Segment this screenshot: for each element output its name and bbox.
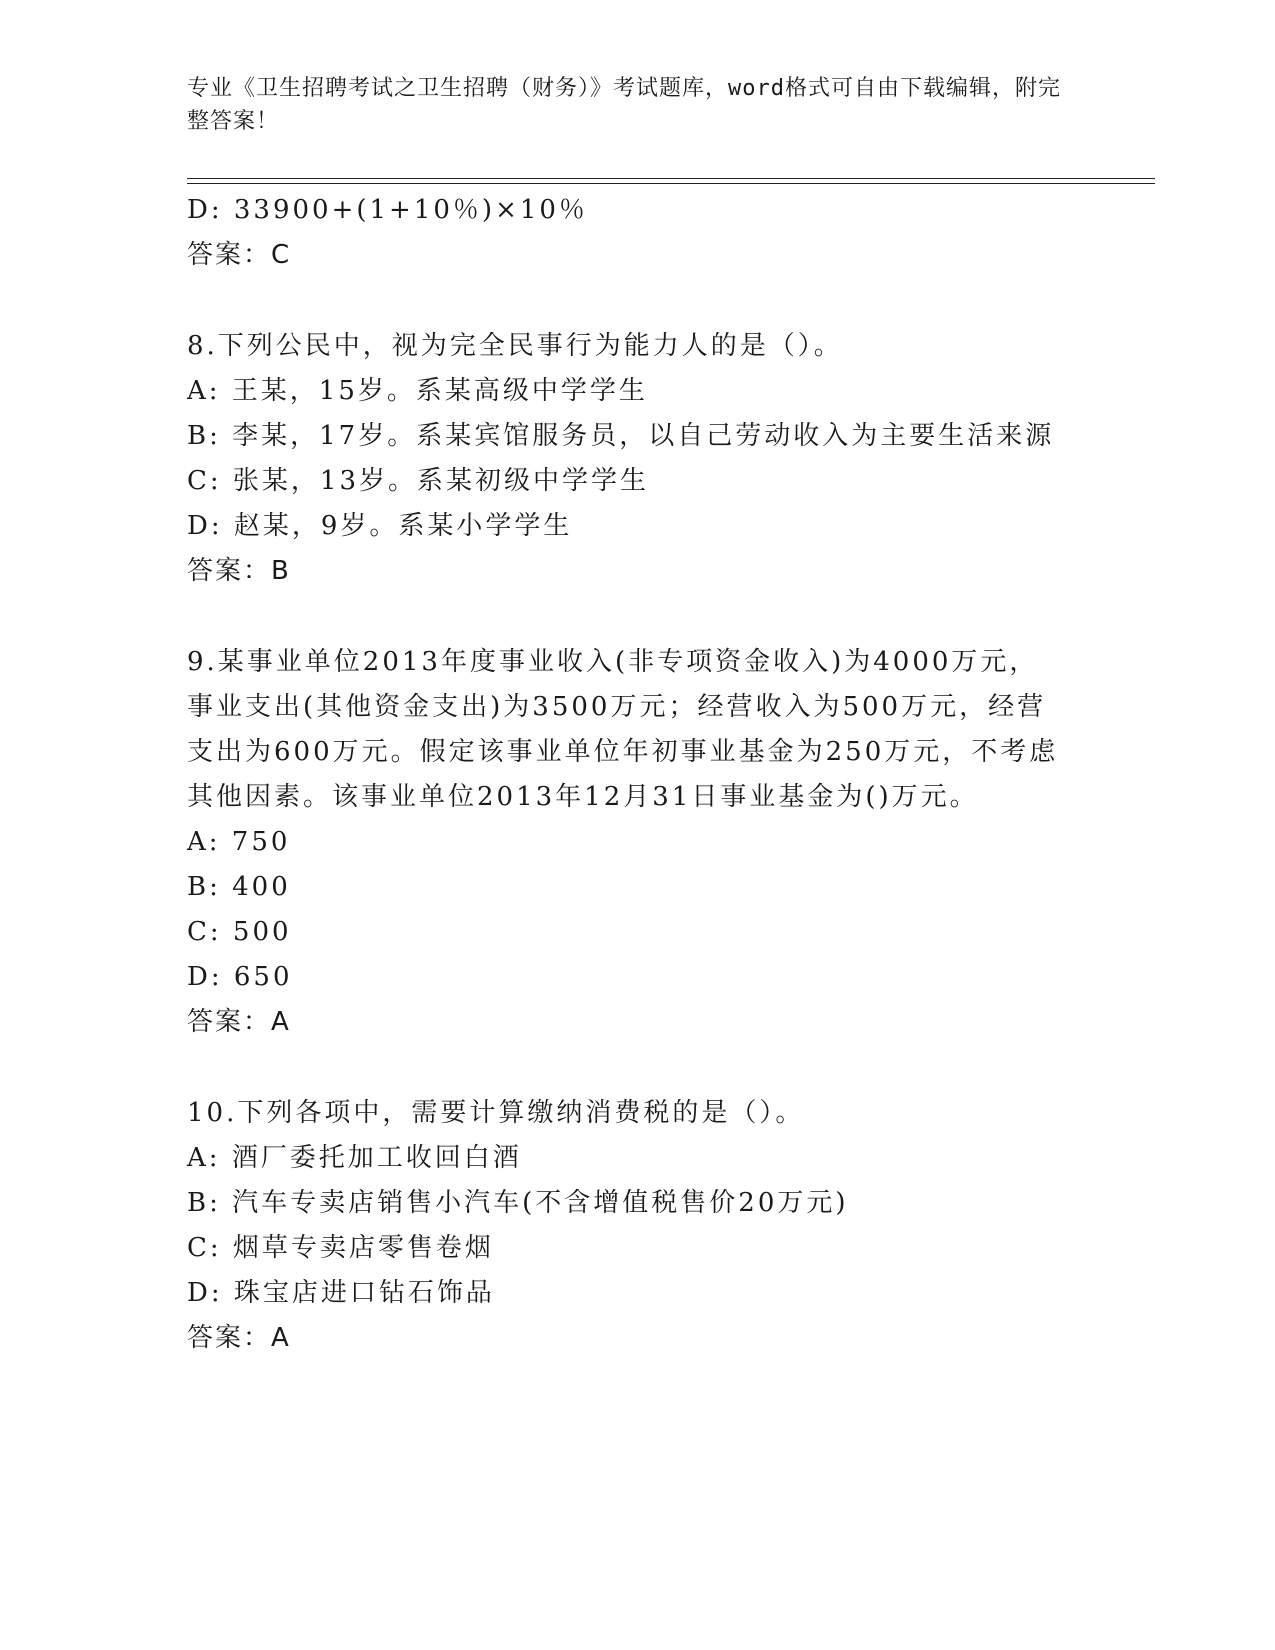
header-rule-bottom	[187, 183, 1155, 184]
option-a: A: 酒厂委托加工收回白酒	[187, 1143, 522, 1173]
option-b: B: 400	[187, 872, 291, 902]
option-a: A: 750	[187, 827, 291, 857]
option-b: B: 李某，17岁。系某宾馆服务员，以自己劳动收入为主要生活来源	[187, 421, 1055, 451]
option-d: D: 珠宝店进口钻石饰品	[187, 1278, 495, 1308]
option-c: C: 500	[187, 917, 292, 947]
question-stem: 9.某事业单位2013年度事业收入(非专项资金收入)为4000万元，事业支出(其他资金支出)为3500万元；经营收入为500万元，经营支出为600万元。假定该事业单位年初事业基金为250万元，不考虑其他因素。该事业单位2013年12月31日事业基金为()万元。	[187, 647, 1059, 812]
question-stem: 10.下列各项中，需要计算缴纳消费税的是（）。	[187, 1098, 805, 1128]
answer-line: 答案：C	[187, 240, 292, 270]
option-c: C: 烟草专卖店零售卷烟	[187, 1233, 494, 1263]
option-b: B: 汽车专卖店销售小汽车(不含增值税售价20万元)	[187, 1188, 849, 1218]
option-c: C: 张某，13岁。系某初级中学学生	[187, 466, 650, 496]
option-a: A: 王某，15岁。系某高级中学学生	[187, 376, 648, 406]
answer-line: 答案：A	[187, 1007, 291, 1037]
question-9	[187, 640, 1067, 1045]
answer-line: 答案：B	[187, 556, 291, 586]
question-8	[187, 324, 1067, 594]
option-d: D: 33900+(1+10％)×10％	[187, 195, 588, 225]
question-list	[187, 188, 1067, 1361]
option-d: D: 650	[187, 962, 293, 992]
question-stem: 8.下列公民中，视为完全民事行为能力人的是（）。	[187, 331, 843, 361]
prev-question-tail	[187, 188, 1067, 278]
answer-line: 答案：A	[187, 1323, 291, 1353]
page-header: 专业《卫生招聘考试之卫生招聘（财务）》考试题库，word格式可自由下载编辑，附完整答案！	[187, 76, 1061, 134]
header-rule-top	[187, 178, 1155, 179]
option-d: D: 赵某，9岁。系某小学学生	[187, 511, 573, 541]
question-10	[187, 1091, 1067, 1361]
